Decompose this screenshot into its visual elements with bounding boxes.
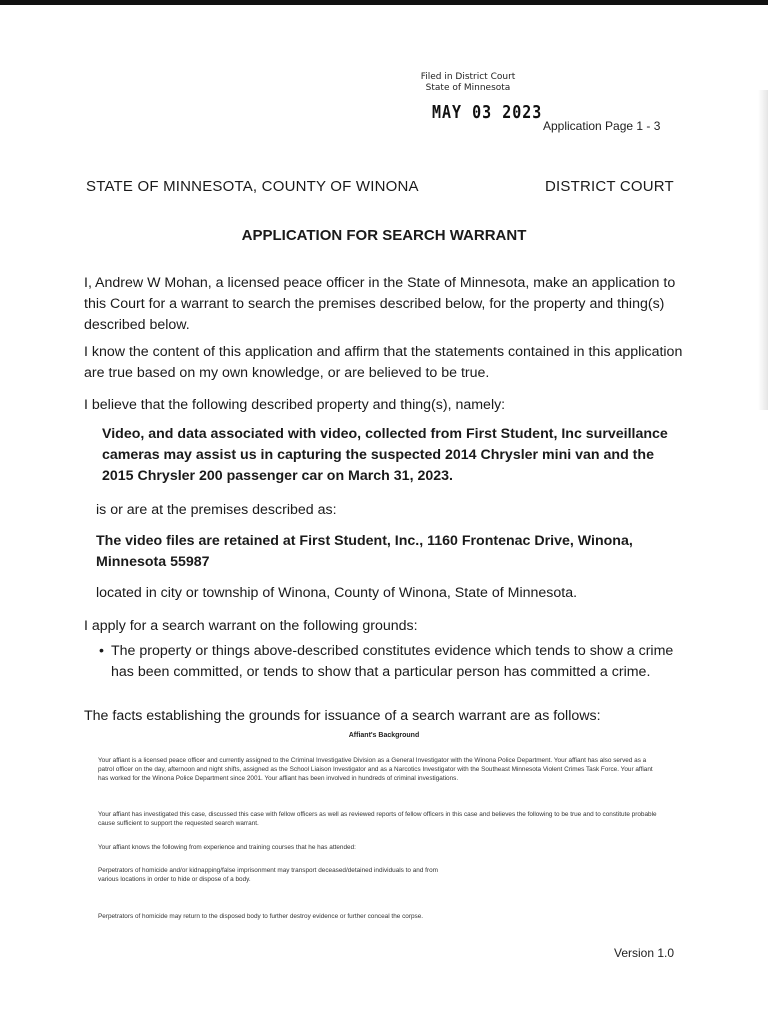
affiant-paragraph-1: Your affiant is a licensed peace officer and currently assigned to the Criminal Investigative Division as a General Investigator with the Winona Police Department. Your affiant has also served as a patrol officer on the day, afternoon and night shifts, assigned as the School Liaison Investigator and as a Narcotics Investigator with the Southeast Minnesota Violent Crimes Task Force. Your affiant has worked for the Winona Police Department since 2001. Your affiant has been involved in hundreds of criminal investigations. — [98, 757, 653, 782]
grounds-bullet — [99, 641, 679, 683]
premises-description: The video files are retained at First Student, Inc., 1160 Frontenac Drive, Winona, Minnesota 55987 — [96, 533, 633, 570]
property-description: Video, and data associated with video, collected from First Student, Inc surveillance cameras may assist us in capturing the suspected 2014 Chrysler mini van and the 2015 Chrysler 200 passenger car on March 31, 2023. — [102, 426, 668, 484]
grounds-text: The property or things above-described constitutes evidence which tends to show a crime has been committed, or tends to show that a particular person has committed a crime. — [111, 643, 674, 680]
affiant-heading: Affiant's Background — [348, 732, 420, 739]
bullet-icon: • — [99, 643, 104, 659]
location-line: located in city or township of Winona, County of Winona, State of Minnesota. — [96, 585, 578, 601]
affiant-paragraph-3: Your affiant knows the following from experience and training courses that he has attended: — [98, 844, 356, 851]
affiant-paragraph-4: Perpetrators of homicide and/or kidnapping/false imprisonment may transport deceased/detained individuals to and from various locations in order to hide or dispose of a body. — [98, 867, 438, 883]
stamp-line-1: Filed in District Court — [420, 72, 516, 82]
affirmation-paragraph: I know the content of this application and affirm that the statements contained in this application are true based on my own knowledge, or are believed to be true. — [84, 344, 683, 381]
filing-stamp — [408, 72, 528, 94]
property-intro: I believe that the following described property and thing(s), namely: — [84, 397, 506, 413]
scan-edge-shadow — [758, 90, 768, 410]
grounds-intro: I apply for a search warrant on the following grounds: — [84, 618, 418, 634]
affiant-paragraph-2: Your affiant has investigated this case, discussed this case with fellow officers as well as reviewed reports of fellow officers in this case and believes the following to be true and to constitute probable cause sufficient to support the requested search warrant. — [98, 811, 657, 827]
affiant-paragraph-5: Perpetrators of homicide may return to the disposed body to further destroy evidence or further conceal the corpse. — [98, 913, 424, 920]
intro-paragraph: I, Andrew W Mohan, a licensed peace officer in the State of Minnesota, make an application to this Court for a warrant to search the premises described below, for the property and thing(s) described below. — [84, 275, 676, 333]
page-label: Application Page 1 - 3 — [543, 119, 661, 133]
scan-top-border — [0, 0, 768, 5]
stamp-date: MAY 03 2023 — [432, 101, 543, 123]
facts-intro: The facts establishing the grounds for issuance of a search warrant are as follows: — [84, 708, 601, 724]
premises-intro: is or are at the premises described as: — [96, 502, 337, 518]
version-label: Version 1.0 — [614, 946, 675, 960]
stamp-line-2: State of Minnesota — [425, 83, 511, 93]
page-title: APPLICATION FOR SEARCH WARRANT — [241, 227, 527, 244]
court-name: DISTRICT COURT — [545, 178, 674, 195]
court-venue: STATE OF MINNESOTA, COUNTY OF WINONA — [86, 178, 419, 195]
